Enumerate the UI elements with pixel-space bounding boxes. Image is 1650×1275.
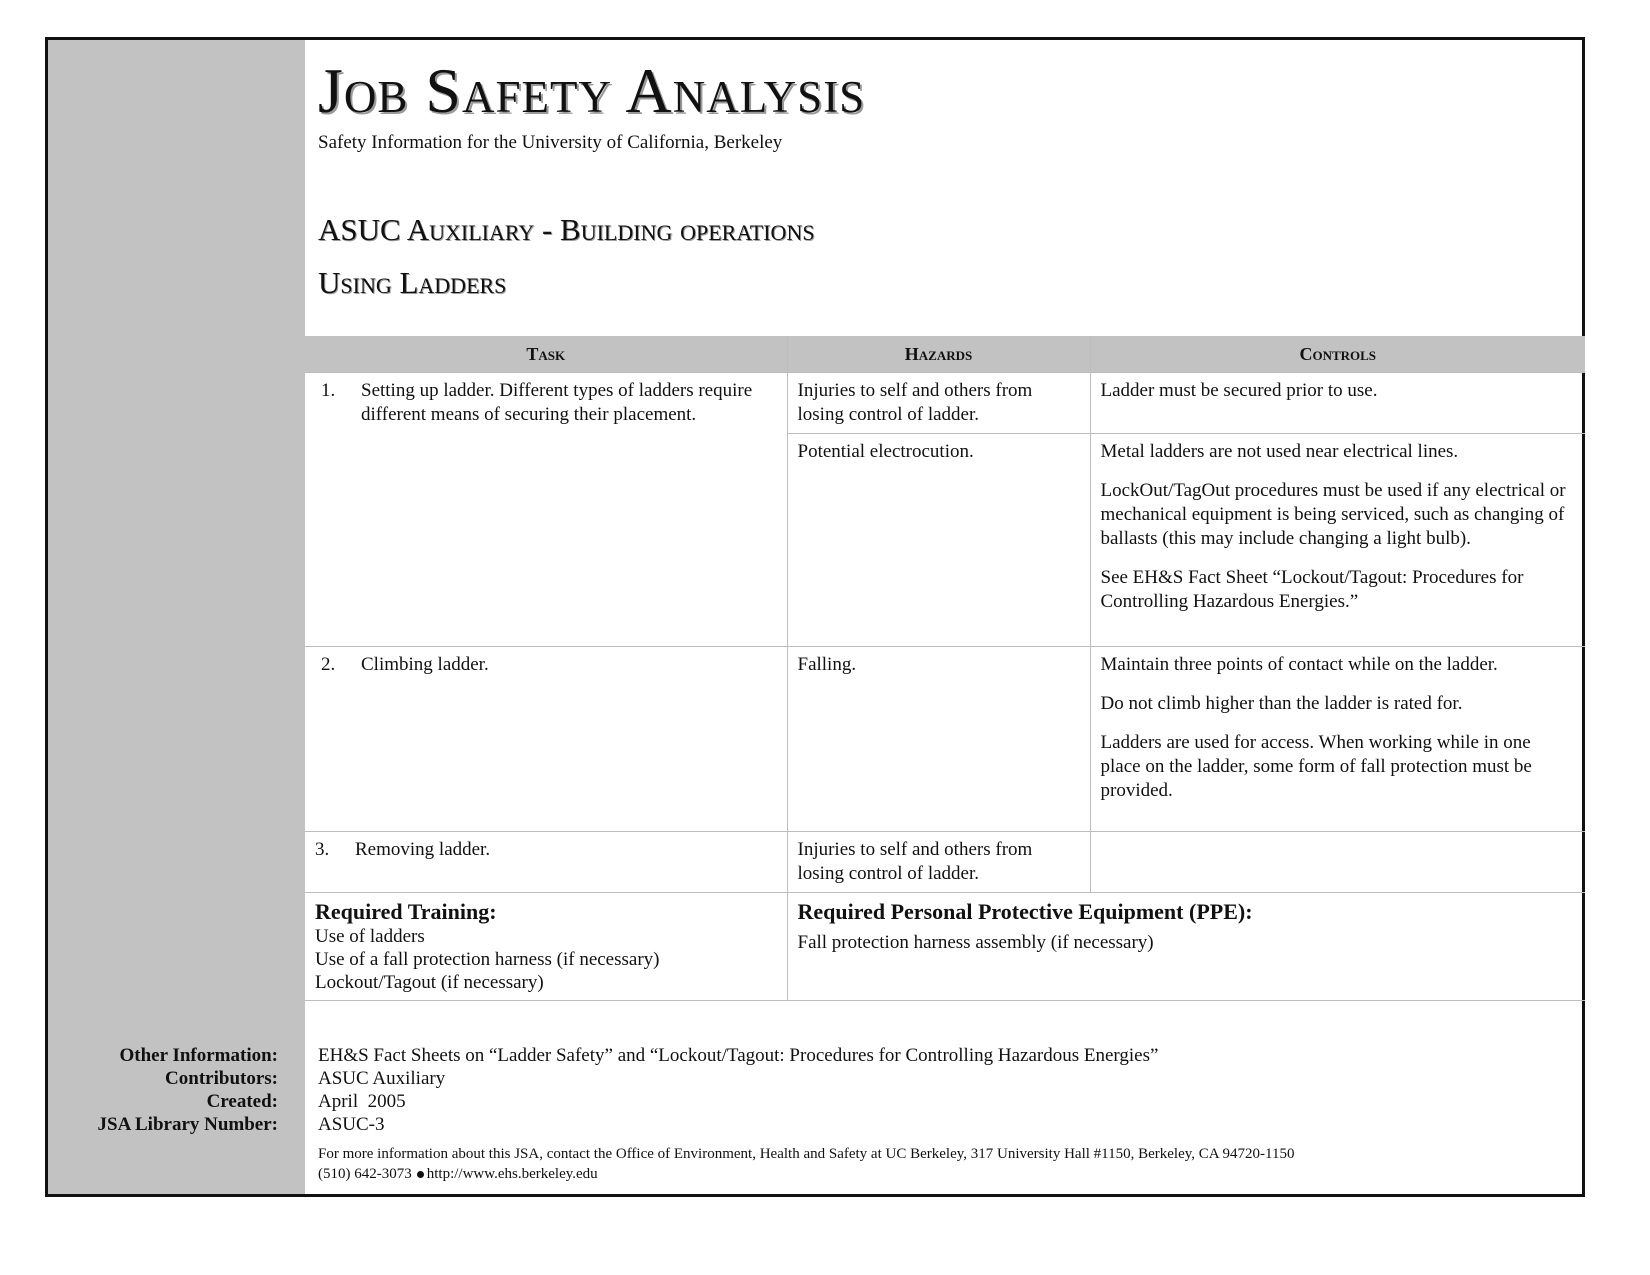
- task-text: Removing ladder.: [355, 839, 491, 860]
- contact-line-2: [318, 1166, 598, 1183]
- left-sidebar: [48, 40, 305, 1194]
- table-header-row: [305, 336, 1585, 373]
- document-title: Job Safety Analysis: [318, 55, 866, 126]
- control-item: Metal ladders are not used near electrical lines.: [1100, 441, 1459, 462]
- bullet-icon: [417, 1171, 424, 1178]
- library-number-label: JSA Library Number:: [97, 1114, 278, 1135]
- task-cell: [305, 832, 787, 893]
- task-column-header: Task: [305, 336, 787, 373]
- table-row: [305, 832, 1585, 893]
- training-item: Use of a fall protection harness (if necessary): [315, 949, 660, 970]
- control-item: LockOut/TagOut procedures must be used if any electrical or mechanical equipment is being serviced, such as changing of ballasts (this may include changing a light bulb).: [1100, 480, 1566, 549]
- contact-url-link[interactable]: http://www.ehs.berkeley.edu: [426, 1166, 598, 1182]
- ppe-heading: Required Personal Protective Equipment (PPE):: [797, 899, 1253, 924]
- document-subtitle: Safety Information for the University of California, Berkeley: [318, 132, 783, 153]
- jsa-table: [305, 336, 1585, 1001]
- control-item: Maintain three points of contact while on the ladder.: [1100, 654, 1498, 675]
- control-item: Do not climb higher than the ladder is rated for.: [1100, 693, 1463, 714]
- other-info-label: Other Information:: [119, 1045, 278, 1066]
- control-cell: Ladder must be secured prior to use.: [1090, 373, 1585, 434]
- controls-column-header: Controls: [1090, 336, 1585, 373]
- other-info-value: EH&S Fact Sheets on “Ladder Safety” and “Lockout/Tagout: Procedures for Controlling Hazardous Energies”: [318, 1045, 1159, 1066]
- department-title: ASUC Auxiliary - Building operations: [318, 212, 815, 247]
- created-value: April 2005: [318, 1091, 406, 1112]
- training-item: Lockout/Tagout (if necessary): [315, 972, 544, 993]
- training-item: Use of ladders: [315, 926, 425, 947]
- control-cell: [1090, 434, 1585, 647]
- jsa-document: [45, 37, 1585, 1197]
- contributors-value: ASUC Auxiliary: [318, 1068, 446, 1089]
- table-row: [305, 647, 1585, 832]
- table-row: [305, 373, 1585, 434]
- task-cell: [305, 373, 787, 647]
- task-number: 1.: [321, 380, 336, 401]
- ppe-cell: [787, 893, 1585, 1001]
- hazards-column-header: Hazards: [787, 336, 1090, 373]
- contact-info: For more information about this JSA, contact the Office of Environment, Health and Safety at UC Berkeley, 317 University Hall #1150, Berkeley, CA 94720-1150: [318, 1146, 1295, 1162]
- control-item: Ladders are used for access. When working while in one place on the ladder, some form of fall protection must be provided.: [1100, 732, 1532, 801]
- control-cell: [1090, 832, 1585, 893]
- requirements-row: [305, 893, 1585, 1001]
- created-label: Created:: [206, 1091, 278, 1112]
- hazard-cell: Injuries to self and others from losing control of ladder.: [787, 373, 1090, 434]
- library-number-value: ASUC-3: [318, 1114, 385, 1135]
- contact-phone: (510) 642-3073: [318, 1166, 412, 1182]
- hazard-cell: Potential electrocution.: [787, 434, 1090, 647]
- task-text: Climbing ladder.: [361, 654, 489, 675]
- training-heading: Required Training:: [315, 899, 497, 924]
- task-cell: [305, 647, 787, 832]
- task-number: 2.: [321, 654, 336, 675]
- hazard-cell: Falling.: [787, 647, 1090, 832]
- hazard-cell: Injuries to self and others from losing control of ladder.: [787, 832, 1090, 893]
- training-cell: [305, 893, 787, 1001]
- control-cell: [1090, 647, 1585, 832]
- task-number: 3.: [315, 839, 330, 860]
- contributors-label: Contributors:: [165, 1068, 278, 1089]
- task-text: Setting up ladder. Different types of ladders require different means of securing their placement.: [361, 380, 753, 425]
- control-item: See EH&S Fact Sheet “Lockout/Tagout: Procedures for Controlling Hazardous Energies.”: [1100, 567, 1524, 612]
- job-title: Using Ladders: [318, 265, 507, 300]
- ppe-item: Fall protection harness assembly (if necessary): [797, 932, 1154, 953]
